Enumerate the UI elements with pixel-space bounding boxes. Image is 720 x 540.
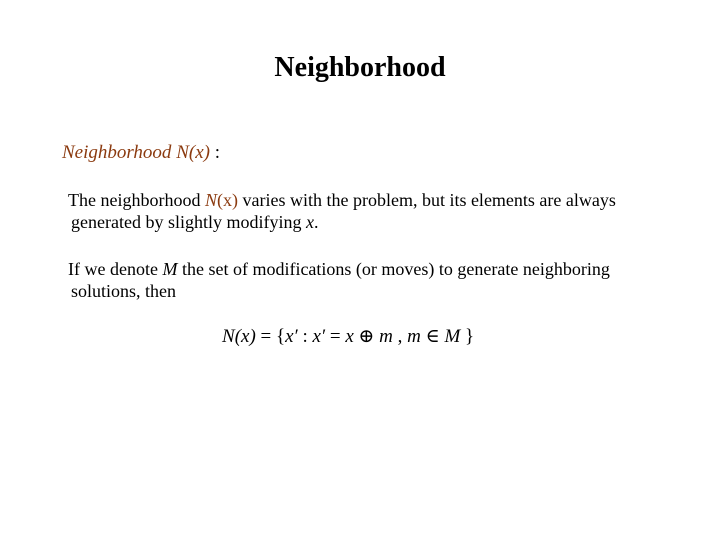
formula-x-prime-1: x′ (285, 326, 298, 347)
heading-suffix: : (209, 142, 220, 163)
section-heading (62, 140, 220, 166)
paragraph-moves-definition (68, 258, 688, 302)
para2-symbol: M (162, 259, 178, 279)
para1-line-2 (68, 211, 688, 233)
formula-m-2: m (407, 326, 421, 347)
para1-variable: x (305, 212, 314, 232)
formula-set-M: M (444, 326, 461, 347)
para2-text-1: If we denote (68, 259, 163, 279)
formula-element-of: ∈ (420, 326, 445, 347)
paragraph-neighborhood-definition (68, 189, 688, 233)
para1-text-3: generated by slightly modifying (71, 212, 306, 232)
para1-text-1: The neighborhood (68, 190, 205, 210)
formula-equals: = (325, 326, 346, 347)
formula-x: x (345, 326, 354, 347)
neighborhood-formula (222, 324, 474, 350)
formula-x-prime-2: x′ (312, 326, 326, 347)
formula-comma: , (392, 326, 408, 347)
para1-symbol: N (204, 190, 217, 210)
para1-text-4: . (313, 212, 319, 232)
heading-symbol: N (176, 142, 189, 163)
formula-m-1: m (379, 326, 393, 347)
para2-line-2: solutions, then (71, 281, 177, 301)
slide-title: Neighborhood (274, 52, 446, 83)
para2-text-2: the set of modifications (or moves) to generate neighboring (177, 259, 610, 279)
formula-close: } (460, 326, 475, 347)
formula-colon: : (297, 326, 313, 347)
formula-lhs-argument: (x) (234, 326, 256, 347)
heading-label: Neighborhood (62, 142, 172, 163)
formula-lhs-symbol: N (222, 326, 235, 347)
heading-argument: (x) (188, 142, 210, 163)
formula-equals-open: = { (255, 326, 286, 347)
formula-oplus: ⊕ (353, 326, 380, 347)
para1-argument: (x) (216, 190, 238, 210)
para1-text-2: varies with the problem, but its elements are always (237, 190, 616, 210)
